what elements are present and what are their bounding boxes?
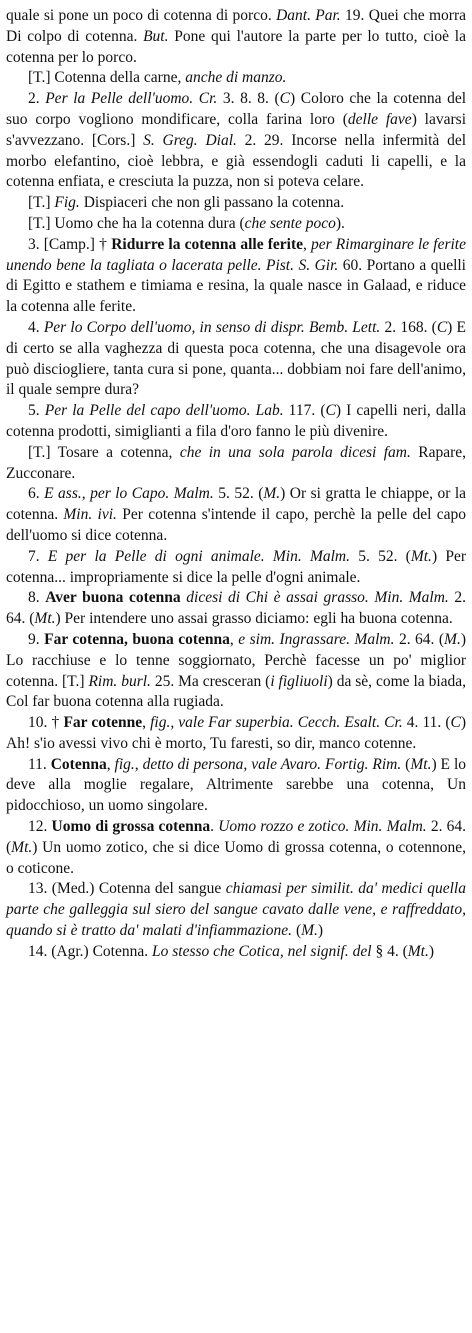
text-run: ( [401, 755, 411, 773]
italic-text: e sim. Ingrassare. Malm. [238, 630, 395, 648]
italic-text: Min. ivi. [63, 506, 117, 524]
text-run: ) da sè, come la biada, Col far buona cotenna alla rugiada. [6, 672, 467, 711]
headword-phrase: Ridurre la cotenna alle ferite [111, 235, 304, 253]
italic-text: Uomo rozzo e zotico. Min. Malm. [218, 818, 427, 836]
headword-phrase: Cotenna [50, 755, 107, 773]
text-run: [T.] Uomo che ha la cotenna dura ( [28, 214, 245, 232]
text-run: ) [317, 922, 324, 940]
text-run: 3. 8. 8. ( [217, 90, 280, 108]
italic-text: M. [263, 485, 281, 503]
headword-phrase: Uomo di grossa cotenna [51, 818, 211, 836]
text-run: 5. 52. ( [350, 547, 411, 565]
entry-paragraph [6, 68, 466, 89]
text-run: Pone qui l'autore la parte per lo tutto, cioè la cotenna per lo porco. [6, 27, 466, 66]
italic-text: Mt. [11, 838, 33, 856]
italic-text: Rim. burl. [88, 672, 151, 690]
text-run: , [142, 714, 151, 732]
text-run: ) Lo racchiuse e lo tenne soggiornato, Perchè facesse un po' miglior cotenna. [T.] [6, 630, 467, 690]
italic-text: delle fave [347, 110, 412, 128]
entry-paragraph [6, 214, 466, 235]
entry-paragraph [6, 318, 466, 401]
text-run: [T.] Tosare a cotenna, [28, 443, 180, 461]
text-run: , [303, 235, 312, 253]
text-run: 4. 11. ( [402, 714, 451, 732]
text-run: 4. [28, 318, 44, 336]
text-run: 7. [28, 547, 48, 565]
text-run: ) Un uomo zotico, che si dice Uomo di grossa cotenna, o cotennone, o coticone. [6, 838, 466, 877]
italic-text: dicesi di Chi è assai grasso. Min. Malm. [186, 589, 449, 607]
headword-phrase: Far cotenna, buona cotenna [44, 630, 230, 648]
text-run: Rapare, Zucconare. [6, 443, 466, 482]
entry-paragraph [6, 755, 466, 817]
text-run: ) Or si gratta le chiappe, or la cotenna. [6, 485, 467, 524]
italic-text: Mt. [410, 755, 432, 773]
text-run: Dispiaceri che non gli passano la cotenna. [79, 194, 345, 212]
text-run: 5. [28, 402, 45, 420]
italic-text: Per la Pelle dell'uomo. Cr. [45, 90, 218, 108]
text-run: 117. ( [283, 402, 326, 420]
italic-text: Dant. Par. [276, 7, 341, 24]
entry-paragraph [6, 588, 466, 630]
entry-paragraph [6, 443, 466, 485]
italic-text: Lo stesso che Cotica, nel signif. del [151, 942, 372, 960]
italic-text: But. [143, 27, 169, 45]
entry-paragraph [6, 484, 466, 546]
italic-text: fig., vale Far superbia. Cecch. Esalt. Cr. [150, 714, 403, 732]
entry-paragraph [6, 817, 466, 879]
italic-text: Mt. [34, 610, 56, 628]
text-run: 6. [28, 485, 45, 503]
italic-text: per Rimarginare le ferite unendo bene la tagliata o lacerata pelle. Pist. S. Gir. [6, 235, 466, 274]
italic-text: C [325, 402, 336, 420]
italic-text: C [279, 90, 291, 108]
text-run: quale si pone un poco di cotenna di porco. [6, 7, 277, 24]
italic-text: Mt. [407, 942, 429, 960]
entry-paragraph [6, 89, 466, 193]
dictionary-column [6, 6, 466, 963]
text-run: ) Per cotenna... impropriamente si dice la pelle d'ogni animale. [6, 547, 466, 586]
text-run: 25. Ma cresceran ( [150, 672, 271, 690]
text-run: , [229, 630, 239, 648]
italic-text: i figliuoli [270, 672, 328, 690]
italic-text: anche di manzo. [185, 69, 287, 87]
text-run: 3. [Camp.] † [28, 235, 112, 253]
entry-paragraph [6, 235, 466, 318]
text-run: , [106, 755, 115, 773]
text-run: ) lavarsi s'avvezzano. [Cors.] [6, 110, 466, 149]
text-run: Per cotenna s'intende il capo, perchè la pelle del capo dell'uomo si dice cotenna. [6, 506, 466, 544]
text-run: 13. (Med.) Cotenna del sangue [28, 880, 226, 898]
italic-text: che sente poco [244, 214, 336, 232]
entry-paragraph [6, 713, 466, 755]
italic-text: C [450, 714, 461, 732]
italic-text: fig., detto di persona, vale Avaro. Fortig. Rim. [114, 755, 402, 773]
entry-paragraph [6, 193, 466, 214]
text-run: ) E lo deve alla moglie regalare, Altrimente sarebbe una cotenna, Un pidocchioso, un uomo singolare. [6, 755, 467, 815]
italic-text: Fig. [54, 194, 80, 212]
entry-paragraph [6, 879, 466, 941]
entry-paragraph [6, 6, 466, 68]
text-run: 2. [28, 90, 46, 108]
entry-paragraph [6, 942, 466, 963]
text-run: 2. 64. ( [6, 589, 467, 628]
italic-text: chiamasi per similit. da' medici quella parte che galleggia sul siero del sangue cavato dalle vene, e raffreddato, quando si è tratto da' malati d'infiammazione. [6, 880, 466, 940]
text-run: 12. [28, 818, 52, 836]
italic-text: Per lo Corpo dell'uomo, in senso di dispr. Bemb. Lett. [43, 318, 381, 336]
text-run: 2. 64. ( [394, 630, 445, 648]
text-run: 11. [28, 755, 51, 773]
entry-paragraph [6, 547, 466, 589]
text-run: ) Per intendere uno assai grasso diciamo: egli ha buona cotenna. [55, 610, 453, 628]
text-run: ) Ah! s'io avessi vivo chi è morto, Tu faresti, so dir, manco cotenne. [6, 714, 467, 752]
text-run: 2. 64. ( [6, 818, 466, 856]
italic-text: Mt. [410, 547, 432, 565]
text-run: ( [292, 922, 302, 940]
text-run: 10. † [28, 714, 64, 732]
text-run: ) I capelli neri, dalla cotenna prodotti, simiglianti a fila d'oro fanno le più divenire. [6, 402, 466, 440]
text-run: ) [428, 942, 434, 960]
italic-text: E ass., per lo Capo. Malm. [44, 485, 214, 503]
text-run: 8. [28, 589, 46, 607]
headword-phrase: Far cotenne [63, 714, 143, 732]
entry-paragraph [6, 401, 466, 443]
text-run: § 4. ( [371, 942, 408, 960]
entry-paragraph [6, 630, 466, 713]
text-run: 2. 29. Incorse nella infermità del morbo elefantino, cioè lebbra, e già essendogli caduti li capelli, e la cotenna enfiata, e cresciuta la puzza, non si poteva celare. [6, 131, 467, 191]
italic-text: che in una sola parola dicesi fam. [179, 443, 411, 461]
text-run: 9. [28, 630, 45, 648]
text-run: [T.] Cotenna della carne, [28, 69, 186, 87]
text-run: 14. (Agr.) Cotenna. [28, 942, 152, 960]
text-run: 2. 168. ( [380, 318, 437, 336]
text-run: 19. Quei che morra Di colpo di cotenna. [6, 7, 466, 45]
italic-text: M. [444, 630, 461, 648]
text-run: ). [335, 214, 345, 232]
italic-text: S. Greg. Dial. [143, 131, 237, 149]
text-run: [T.] [28, 194, 55, 212]
text-run: ) E di certo se alla vaghezza di questa poca cotenna, che una disagevole ora può discioglierе, tanta cura si pone, quanta... dobbiam noi fare dell'animo, il quale sempre dura? [6, 318, 466, 399]
headword-phrase: Aver buona cotenna [45, 589, 181, 607]
italic-text: M. [301, 922, 318, 940]
italic-text: C [436, 318, 448, 336]
text-run: 5. 52. ( [213, 485, 264, 503]
text-run: . [210, 818, 219, 836]
text-run: 60. Portano a quelli di Egitto e stathem e timiama e resina, la quale nasce in Galaad, e riduce la cotenna alle ferite. [6, 256, 466, 316]
text-run: ) Coloro che la cotenna del suo corpo vogliono mondificare, colla farina loro ( [6, 90, 467, 128]
italic-text: Per la Pelle del capo dell'uomo. Lab. [44, 402, 284, 420]
italic-text: E per la Pelle di ogni animale. Min. Malm. [47, 547, 350, 565]
